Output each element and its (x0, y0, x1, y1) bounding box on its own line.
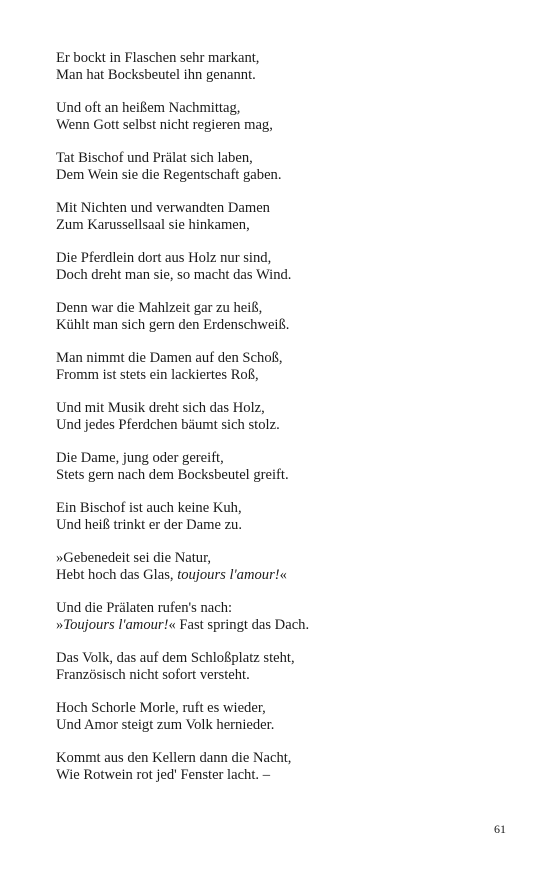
text-segment: Doch dreht man sie, so macht das Wind. (56, 267, 292, 283)
poem-body (56, 50, 496, 800)
verse-line (56, 300, 496, 317)
text-segment: Und heiß trinkt er der Dame zu. (56, 517, 243, 533)
text-segment: Stets gern nach dem Bocksbeutel greift. (56, 467, 289, 483)
verse-line (56, 117, 496, 134)
text-segment: Wenn Gott selbst nicht regieren mag, (56, 117, 273, 133)
stanza (56, 350, 496, 384)
stanza (56, 50, 496, 84)
text-segment: Tat Bischof und Prälat sich laben, (56, 150, 253, 166)
stanza (56, 200, 496, 234)
stanza (56, 550, 496, 584)
text-segment: Dem Wein sie die Regentschaft gaben. (56, 167, 282, 183)
text-segment: Kühlt man sich gern den Erdenschweiß. (56, 317, 290, 333)
verse-line (56, 150, 496, 167)
text-segment: Hoch Schorle Morle, ruft es wieder, (56, 700, 266, 716)
verse-line (56, 450, 496, 467)
verse-line (56, 667, 496, 684)
verse-line (56, 650, 496, 667)
verse-line (56, 217, 496, 234)
verse-line (56, 367, 496, 384)
stanza (56, 100, 496, 134)
text-segment: Und oft an heißem Nachmittag, (56, 100, 241, 116)
text-segment: Die Dame, jung oder gereift, (56, 450, 224, 466)
text-segment: Und Amor steigt zum Volk hernieder. (56, 717, 275, 733)
stanza (56, 650, 496, 684)
italic-segment: Toujours l'amour! (63, 617, 169, 633)
stanza (56, 500, 496, 534)
verse-line (56, 167, 496, 184)
verse-line (56, 700, 496, 717)
verse-line (56, 767, 496, 784)
stanza (56, 150, 496, 184)
text-segment: Die Pferdlein dort aus Holz nur sind, (56, 250, 272, 266)
verse-line (56, 350, 496, 367)
text-segment: Und jedes Pferdchen bäumt sich stolz. (56, 417, 280, 433)
verse-line (56, 567, 496, 584)
verse-line (56, 400, 496, 417)
text-segment: Zum Karussellsaal sie hinkamen, (56, 217, 250, 233)
text-segment: Fromm ist stets ein lackiertes Roß, (56, 367, 259, 383)
text-segment: Man hat Bocksbeutel ihn genannt. (56, 67, 256, 83)
text-segment: « Fast springt das Dach. (168, 617, 310, 633)
text-segment: Denn war die Mahlzeit gar zu heiß, (56, 300, 263, 316)
text-segment: Er bockt in Flaschen sehr markant, (56, 50, 260, 66)
verse-line (56, 600, 496, 617)
stanza (56, 400, 496, 434)
text-segment: Ein Bischof ist auch keine Kuh, (56, 500, 242, 516)
verse-line (56, 517, 496, 534)
text-segment: Mit Nichten und verwandten Damen (56, 200, 270, 216)
verse-line (56, 267, 496, 284)
verse-line (56, 500, 496, 517)
stanza (56, 300, 496, 334)
text-segment: Und die Prälaten rufen's nach: (56, 600, 233, 616)
text-segment: Man nimmt die Damen auf den Schoß, (56, 350, 283, 366)
stanza (56, 750, 496, 784)
verse-line (56, 50, 496, 67)
text-segment: Das Volk, das auf dem Schloßplatz steht, (56, 650, 295, 666)
text-segment: Wie Rotwein rot jed' Fenster lacht. – (56, 767, 271, 783)
text-segment: »Gebenedeit sei die Natur, (56, 550, 212, 566)
page-number: 61 (494, 822, 506, 836)
stanza (56, 600, 496, 634)
verse-line (56, 417, 496, 434)
verse-line (56, 750, 496, 767)
verse-line (56, 467, 496, 484)
italic-segment: toujours l'amour! (177, 567, 280, 583)
verse-line (56, 317, 496, 334)
text-segment: Hebt hoch das Glas, (56, 567, 178, 583)
verse-line (56, 67, 496, 84)
verse-line (56, 100, 496, 117)
text-segment: « (279, 567, 287, 583)
stanza (56, 700, 496, 734)
text-segment: Französisch nicht sofort versteht. (56, 667, 250, 683)
verse-line (56, 617, 496, 634)
text-segment: Kommt aus den Kellern dann die Nacht, (56, 750, 292, 766)
text-segment: » (56, 617, 64, 633)
stanza (56, 450, 496, 484)
verse-line (56, 717, 496, 734)
verse-line (56, 250, 496, 267)
verse-line (56, 550, 496, 567)
verse-line (56, 200, 496, 217)
stanza (56, 250, 496, 284)
text-segment: Und mit Musik dreht sich das Holz, (56, 400, 265, 416)
